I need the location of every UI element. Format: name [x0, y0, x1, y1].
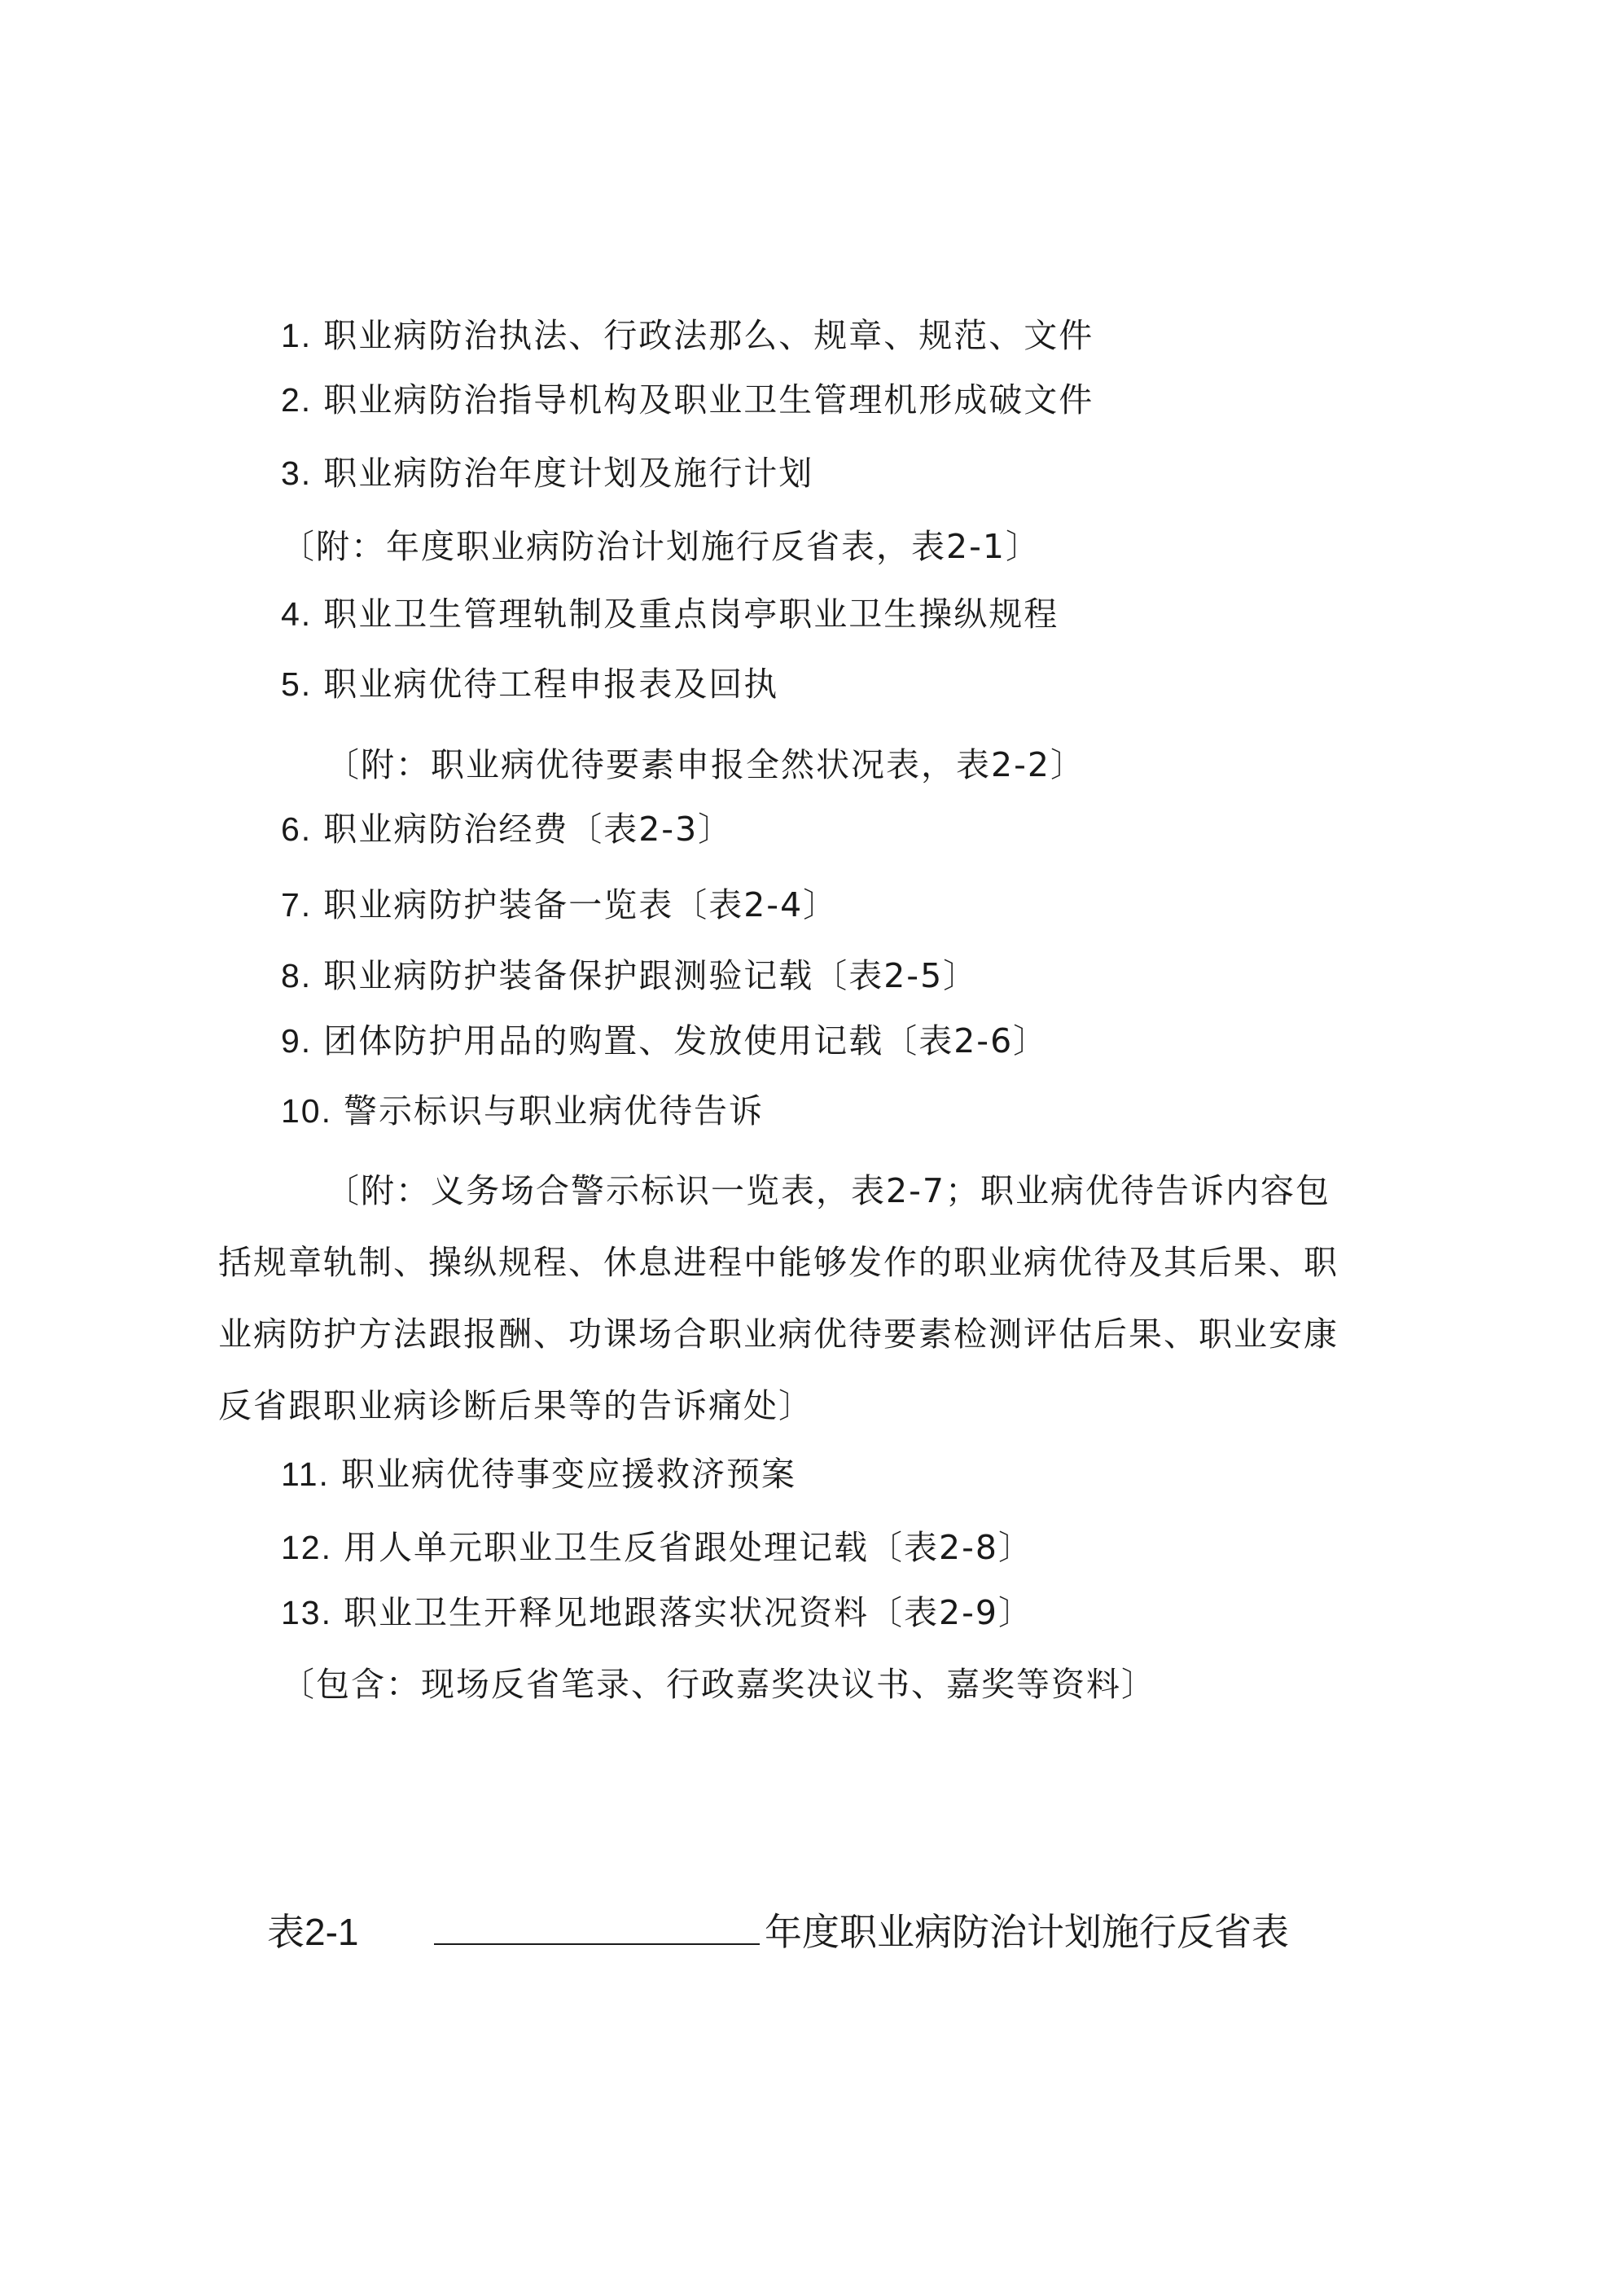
item-number: 12. [281, 1529, 332, 1566]
list-note-3 [281, 1662, 1156, 1707]
item-number: 1. [281, 317, 313, 354]
item-text: 职业病防治年度计划及施行计划 [323, 454, 814, 493]
item-number: 9. [281, 1022, 313, 1060]
table-title-text: 年度职业病防治计划施行反省表 [765, 1910, 1289, 1954]
item-number: 4. [281, 595, 313, 633]
item-text: 职业病防护装备一览表〔表2-4〕 [323, 885, 839, 924]
table-label: 表2-1 [267, 1911, 359, 1953]
list-item-6 [281, 806, 733, 852]
list-item-10 [281, 1088, 764, 1134]
item-number: 11. [281, 1455, 330, 1493]
item-text: 团体防护用品的购置、发放使用记载〔表2-6〕 [323, 1021, 1049, 1060]
item-number: 10. [281, 1092, 332, 1130]
list-item-4 [281, 591, 1059, 637]
item-text: 职业卫生开释见地跟落实状况资料〔表2-9〕 [344, 1593, 1033, 1632]
list-item-2 [281, 377, 1094, 423]
list-item-11 [281, 1451, 796, 1497]
note-text: 〔附：职业病优待要素申报全然状况表，表2-2〕 [326, 745, 1085, 784]
item-number: 13. [281, 1594, 332, 1631]
item-text: 职业卫生管理轨制及重点岗亭职业卫生操纵规程 [323, 595, 1059, 634]
list-item-5 [281, 661, 778, 707]
item-text: 职业病防护装备保护跟测验记载〔表2-5〕 [323, 956, 979, 995]
list-item-13 [281, 1590, 1033, 1635]
list-note-1 [281, 524, 1041, 569]
item-text: 职业病防治经费〔表2-3〕 [323, 810, 734, 849]
item-number: 2. [281, 381, 313, 419]
note-text: 〔包含：现场反省笔录、行政嘉奖决议书、嘉奖等资料〕 [281, 1665, 1156, 1704]
list-item-8 [281, 953, 978, 999]
item-text: 职业病优待事变应援救济预案 [340, 1455, 796, 1494]
paragraph-line: 〔附：义务场合警示标识一览表，表2-7；职业病优待告诉内容包 [326, 1171, 1330, 1210]
table-title [267, 1906, 1289, 1956]
item-text: 职业病优待工程申报表及回执 [323, 665, 779, 704]
paragraph-line: 业病防护方法跟报酬、功课场合职业病优待要素检测评估后果、职业安康 [218, 1315, 1339, 1354]
item-number: 6. [281, 810, 313, 848]
item-text: 职业病防治指导机构及职业卫生管理机形成破文件 [323, 380, 1094, 419]
item-text: 警示标识与职业病优待告诉 [344, 1091, 764, 1130]
paragraph-line: 反省跟职业病诊断后果等的告诉痛处〕 [218, 1386, 813, 1425]
list-item-7 [281, 882, 838, 928]
notice-paragraph [218, 1155, 1339, 1442]
list-note-2 [326, 742, 1085, 788]
paragraph-line: 括规章轨制、操纵规程、休息进程中能够发作的职业病优待及其后果、职 [218, 1243, 1339, 1282]
item-text: 职业病防治执法、行政法那么、规章、规范、文件 [323, 316, 1094, 355]
item-number: 7. [281, 886, 313, 924]
list-item-9 [281, 1018, 1048, 1064]
list-item-3 [281, 450, 813, 496]
item-text: 用人单元职业卫生反省跟处理记载〔表2-8〕 [344, 1528, 1033, 1567]
note-text: 〔附：年度职业病防治计划施行反省表，表2-1〕 [281, 527, 1041, 566]
list-item-1 [281, 313, 1094, 358]
item-number: 5. [281, 665, 313, 703]
item-number: 8. [281, 957, 313, 994]
year-blank-line [434, 1906, 760, 1945]
item-number: 3. [281, 454, 313, 492]
list-item-12 [281, 1525, 1033, 1570]
